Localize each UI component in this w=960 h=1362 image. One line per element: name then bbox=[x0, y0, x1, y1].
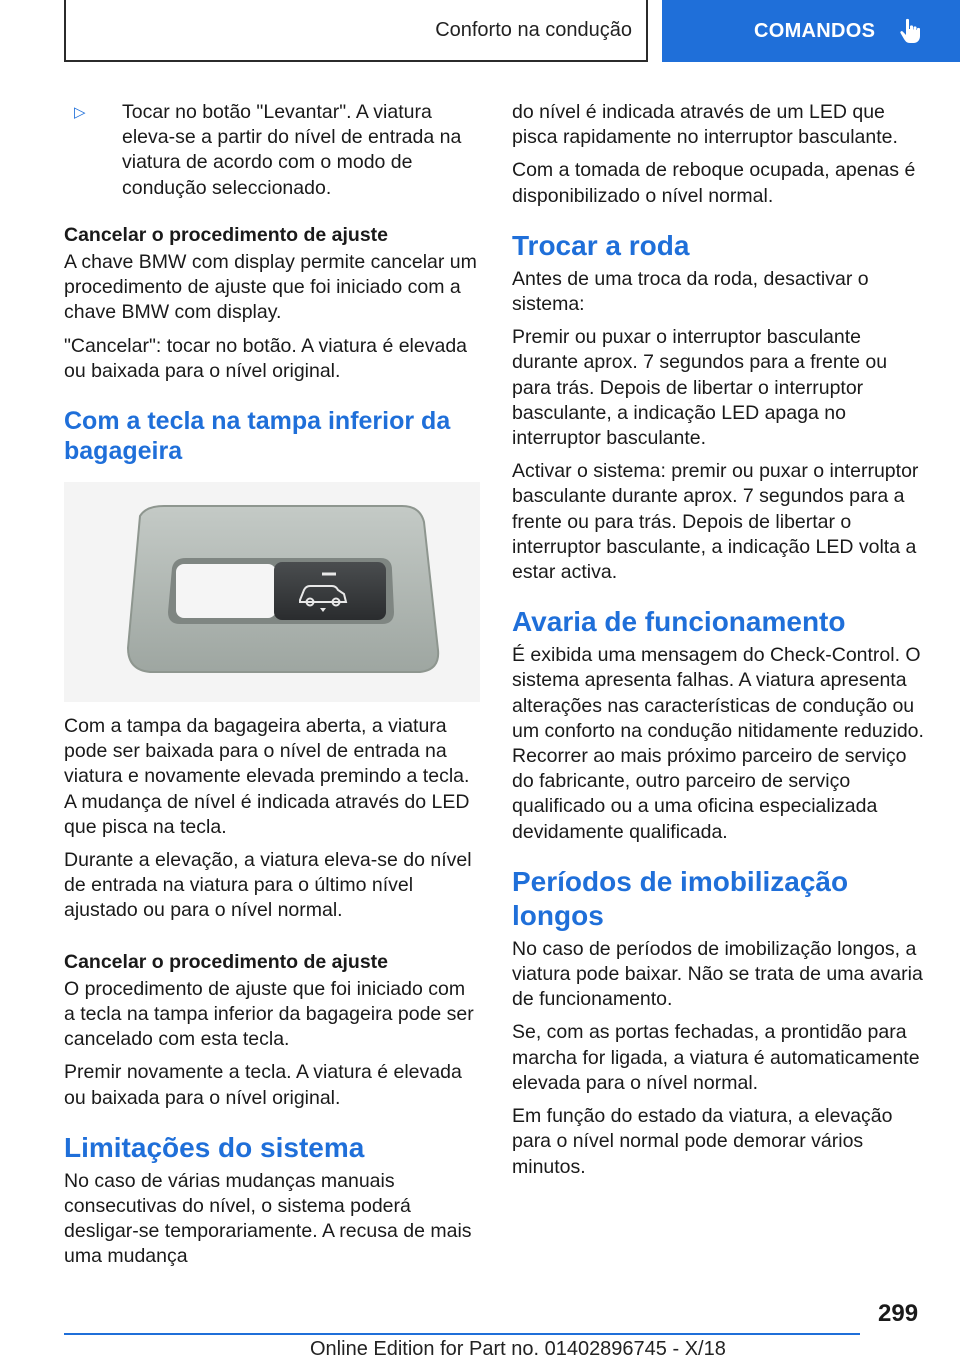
cancel-paragraph-2: "Cancelar": tocar no botão. A viatura é elevada ou baixada para o nível original. bbox=[64, 334, 468, 382]
chapter-tab bbox=[662, 0, 960, 62]
key-paragraph-2: Durante a elevação, a viatura eleva-se do nível de entrada na viatura para o último nível ajustado ou para o nível normal. bbox=[64, 849, 472, 922]
bullet-text: Tocar no botão "Levantar". A viatura eleva-se a partir do nível de entrada na viatura de acordo com o modo de condução seleccionado. bbox=[122, 101, 462, 199]
cancel2-paragraph-1: O procedimento de ajuste que foi iniciado com a tecla na tampa inferior da bagageira pode ser cancelado com esta tecla. bbox=[64, 977, 474, 1051]
chapter-title: COMANDOS bbox=[754, 19, 876, 42]
tailgate-button-figure bbox=[64, 482, 480, 702]
idle-heading: Períodos de imobilização longos bbox=[512, 865, 849, 931]
wheel-paragraph-1: Antes de uma troca da roda, desactivar o sistema: bbox=[512, 267, 869, 316]
key-paragraph-1: Com a tampa da bagageira aberta, a viatura pode ser baixada para o nível de entrada na viatura e novamente elevada premindo a tecla. A mudança de nível é indicada através do LED que pisca na tecla. bbox=[64, 715, 470, 838]
page-number: 299 bbox=[878, 1300, 919, 1327]
limits-heading: Limitações do sistema bbox=[64, 1131, 365, 1163]
fault-paragraph-1: É exibida uma mensagem do Check-Control. O sistema apresenta falhas. A viatura apresenta alterações nas características de condução ou um conforto na condução nitidamente reduzido. Recorrer ao mais próximo parceiro de serviço do fabricante, outro parceiro de serviço qualificado ou a uma oficina especializada devidamente qualificada. bbox=[512, 644, 924, 843]
wheel-paragraph-2: Premir ou puxar o interruptor basculante durante aprox. 7 segundos para a frente ou para trás. Depois de libertar o interruptor basculante, a indicação LED apaga no interruptor basculante. bbox=[512, 326, 888, 450]
right-column bbox=[512, 100, 924, 1188]
pointing-hand-icon bbox=[899, 18, 921, 44]
cancel2-heading: Cancelar o procedimento de ajuste bbox=[64, 950, 389, 973]
running-header bbox=[64, 0, 648, 62]
wheel-paragraph-3: Activar o sistema: premir ou puxar o interruptor basculante durante aprox. 7 segundos para a frente ou para trás. Depois de libertar o interruptor basculante, a indicação LED volta a estar activa. bbox=[512, 460, 919, 584]
continued-paragraph-1: do nível é indicada através de um LED que pisca rapidamente no interruptor basculante. bbox=[512, 101, 898, 149]
triangle-right-icon: ▷ bbox=[74, 104, 86, 121]
idle-paragraph-1: No caso de períodos de imobilização longos, a viatura pode baixar. Não se trata de uma avaria de funcionamento. bbox=[512, 937, 923, 1011]
cancel2-paragraph-2: Premir novamente a tecla. A viatura é elevada ou baixada para o nível original. bbox=[64, 1061, 462, 1109]
limits-paragraph-1: No caso de várias mudanças manuais consecutivas do nível, o sistema poderá desligar-se temporariamente. A recusa de mais uma mudança bbox=[64, 1169, 472, 1268]
left-column bbox=[64, 100, 480, 1278]
edition-note: Online Edition for Part no. 01402896745 - X/18 bbox=[310, 1338, 726, 1360]
cancel-heading: Cancelar o procedimento de ajuste bbox=[64, 223, 389, 246]
bullet-item bbox=[64, 100, 480, 201]
cancel-paragraph-1: A chave BMW com display permite cancelar um procedimento de ajuste que foi iniciado com a chave BMW com display. bbox=[64, 251, 477, 324]
idle-paragraph-3: Em função do estado da viatura, a elevação para o nível normal pode demorar vários minutos. bbox=[512, 1105, 893, 1178]
continued-paragraph-2: Com a tomada de reboque ocupada, apenas é disponibilizado o nível normal. bbox=[512, 159, 916, 207]
idle-paragraph-2: Se, com as portas fechadas, a prontidão para marcha for ligada, a viatura é automaticamente elevada para o nível normal. bbox=[512, 1021, 920, 1094]
fault-heading: Avaria de funcionamento bbox=[512, 606, 846, 638]
footer-divider bbox=[64, 1333, 860, 1335]
wheel-heading: Trocar a roda bbox=[512, 229, 690, 261]
section-title: Conforto na condução bbox=[435, 18, 632, 41]
key-heading: Com a tecla na tampa inferior da bagageira bbox=[64, 407, 451, 466]
